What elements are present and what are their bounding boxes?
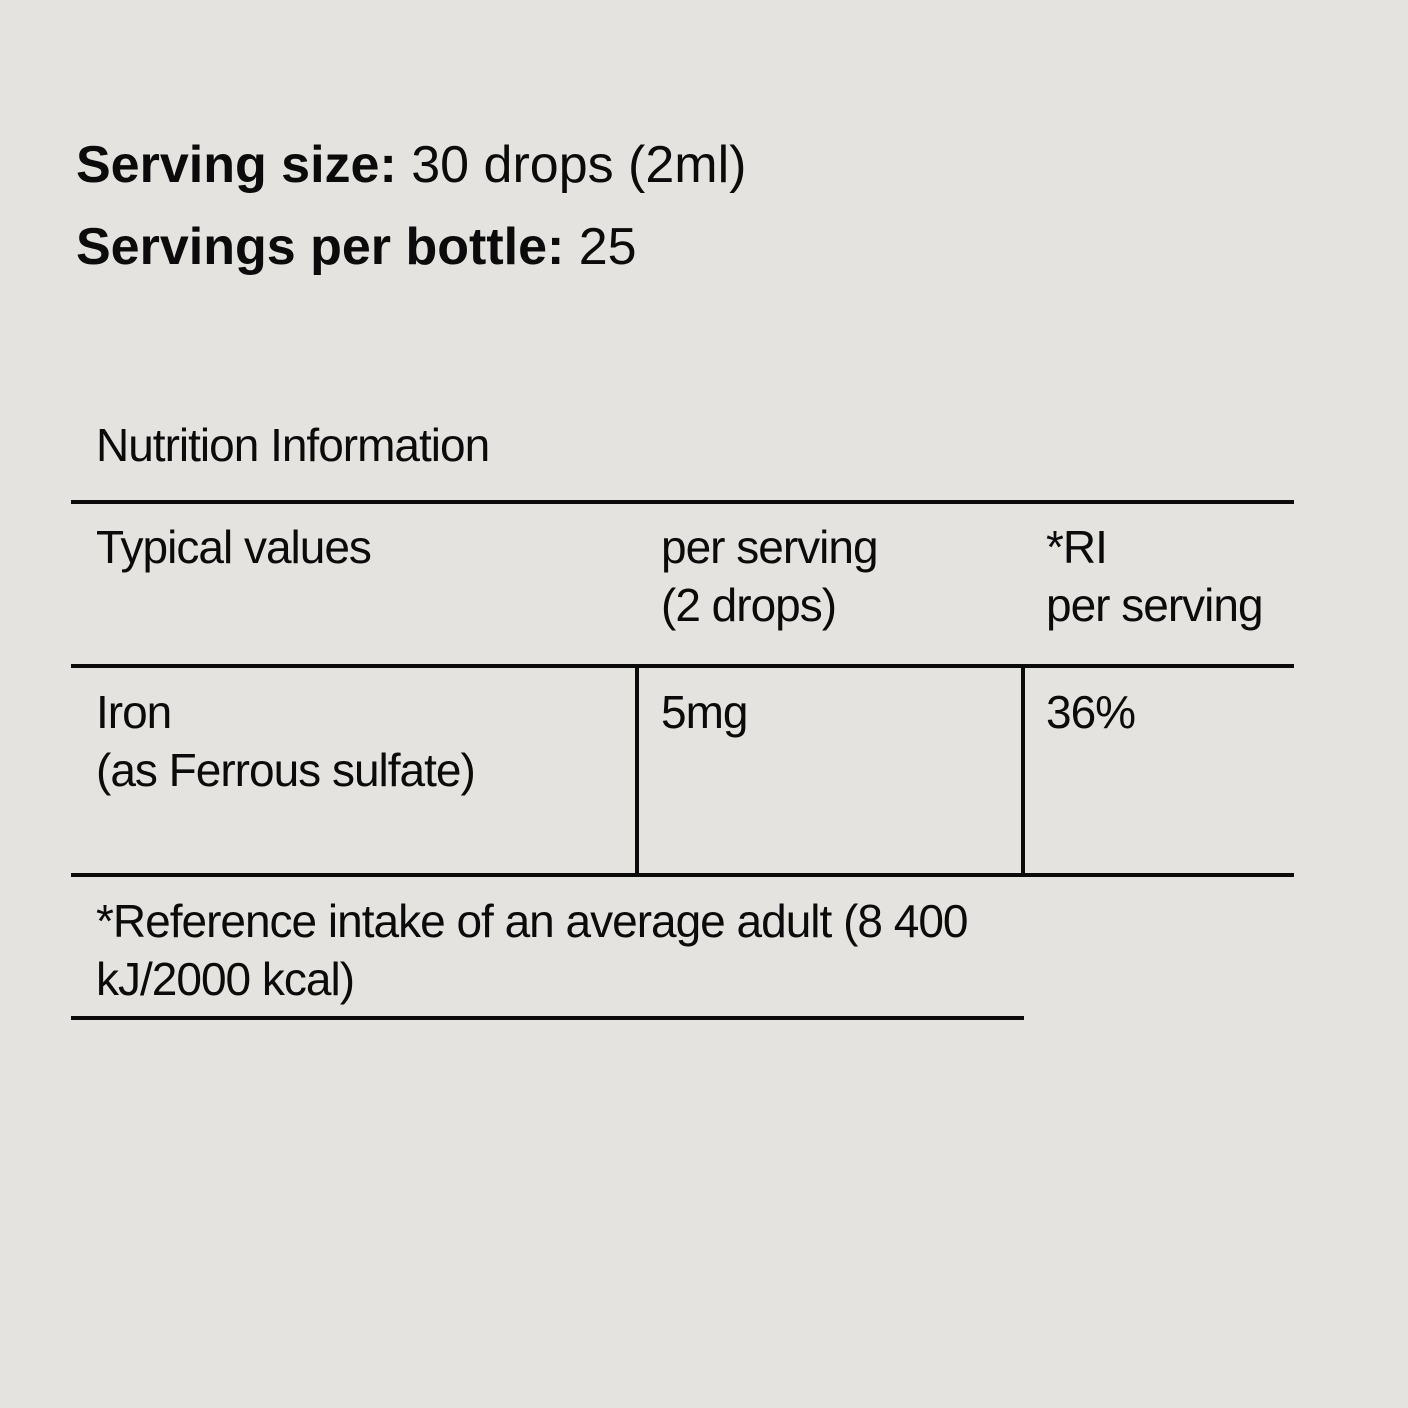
serving-size-value: 30 drops (2ml) [411,136,747,194]
header-per-serving-line1: per serving [661,521,878,573]
row-nutrient-name [96,683,475,799]
row-ri-value: 36% [1046,686,1136,738]
nutrient-name-line1: Iron [96,686,172,738]
serving-info [76,124,746,288]
footnote-line1: *Reference intake of an average adult (8 400 [96,895,968,947]
table-top-rule [71,500,1294,504]
header-typical-values: Typical values [96,521,371,573]
header-per-serving [661,518,878,634]
footnote-bottom-rule [71,1016,1024,1020]
serving-size-label: Serving size: [76,136,397,194]
nutrient-name-line2: (as Ferrous sulfate) [96,744,475,796]
column-divider-1 [635,666,639,875]
servings-per-bottle-value: 25 [578,218,637,276]
header-ri [1046,518,1263,634]
header-per-serving-line2: (2 drops) [661,579,837,631]
header-ri-line1: *RI [1046,521,1107,573]
row-per-serving-value: 5mg [661,686,748,738]
column-divider-2 [1021,666,1025,875]
footnote [96,892,968,1008]
header-ri-line2: per serving [1046,579,1263,631]
row-bottom-rule [71,873,1294,877]
footnote-line2: kJ/2000 kcal) [96,953,355,1005]
servings-per-bottle-label: Servings per bottle: [76,218,565,276]
nutrition-title: Nutrition Information [96,419,490,471]
servings-per-bottle-line [76,206,746,288]
header-bottom-rule [71,664,1294,668]
serving-size-line [76,124,746,206]
